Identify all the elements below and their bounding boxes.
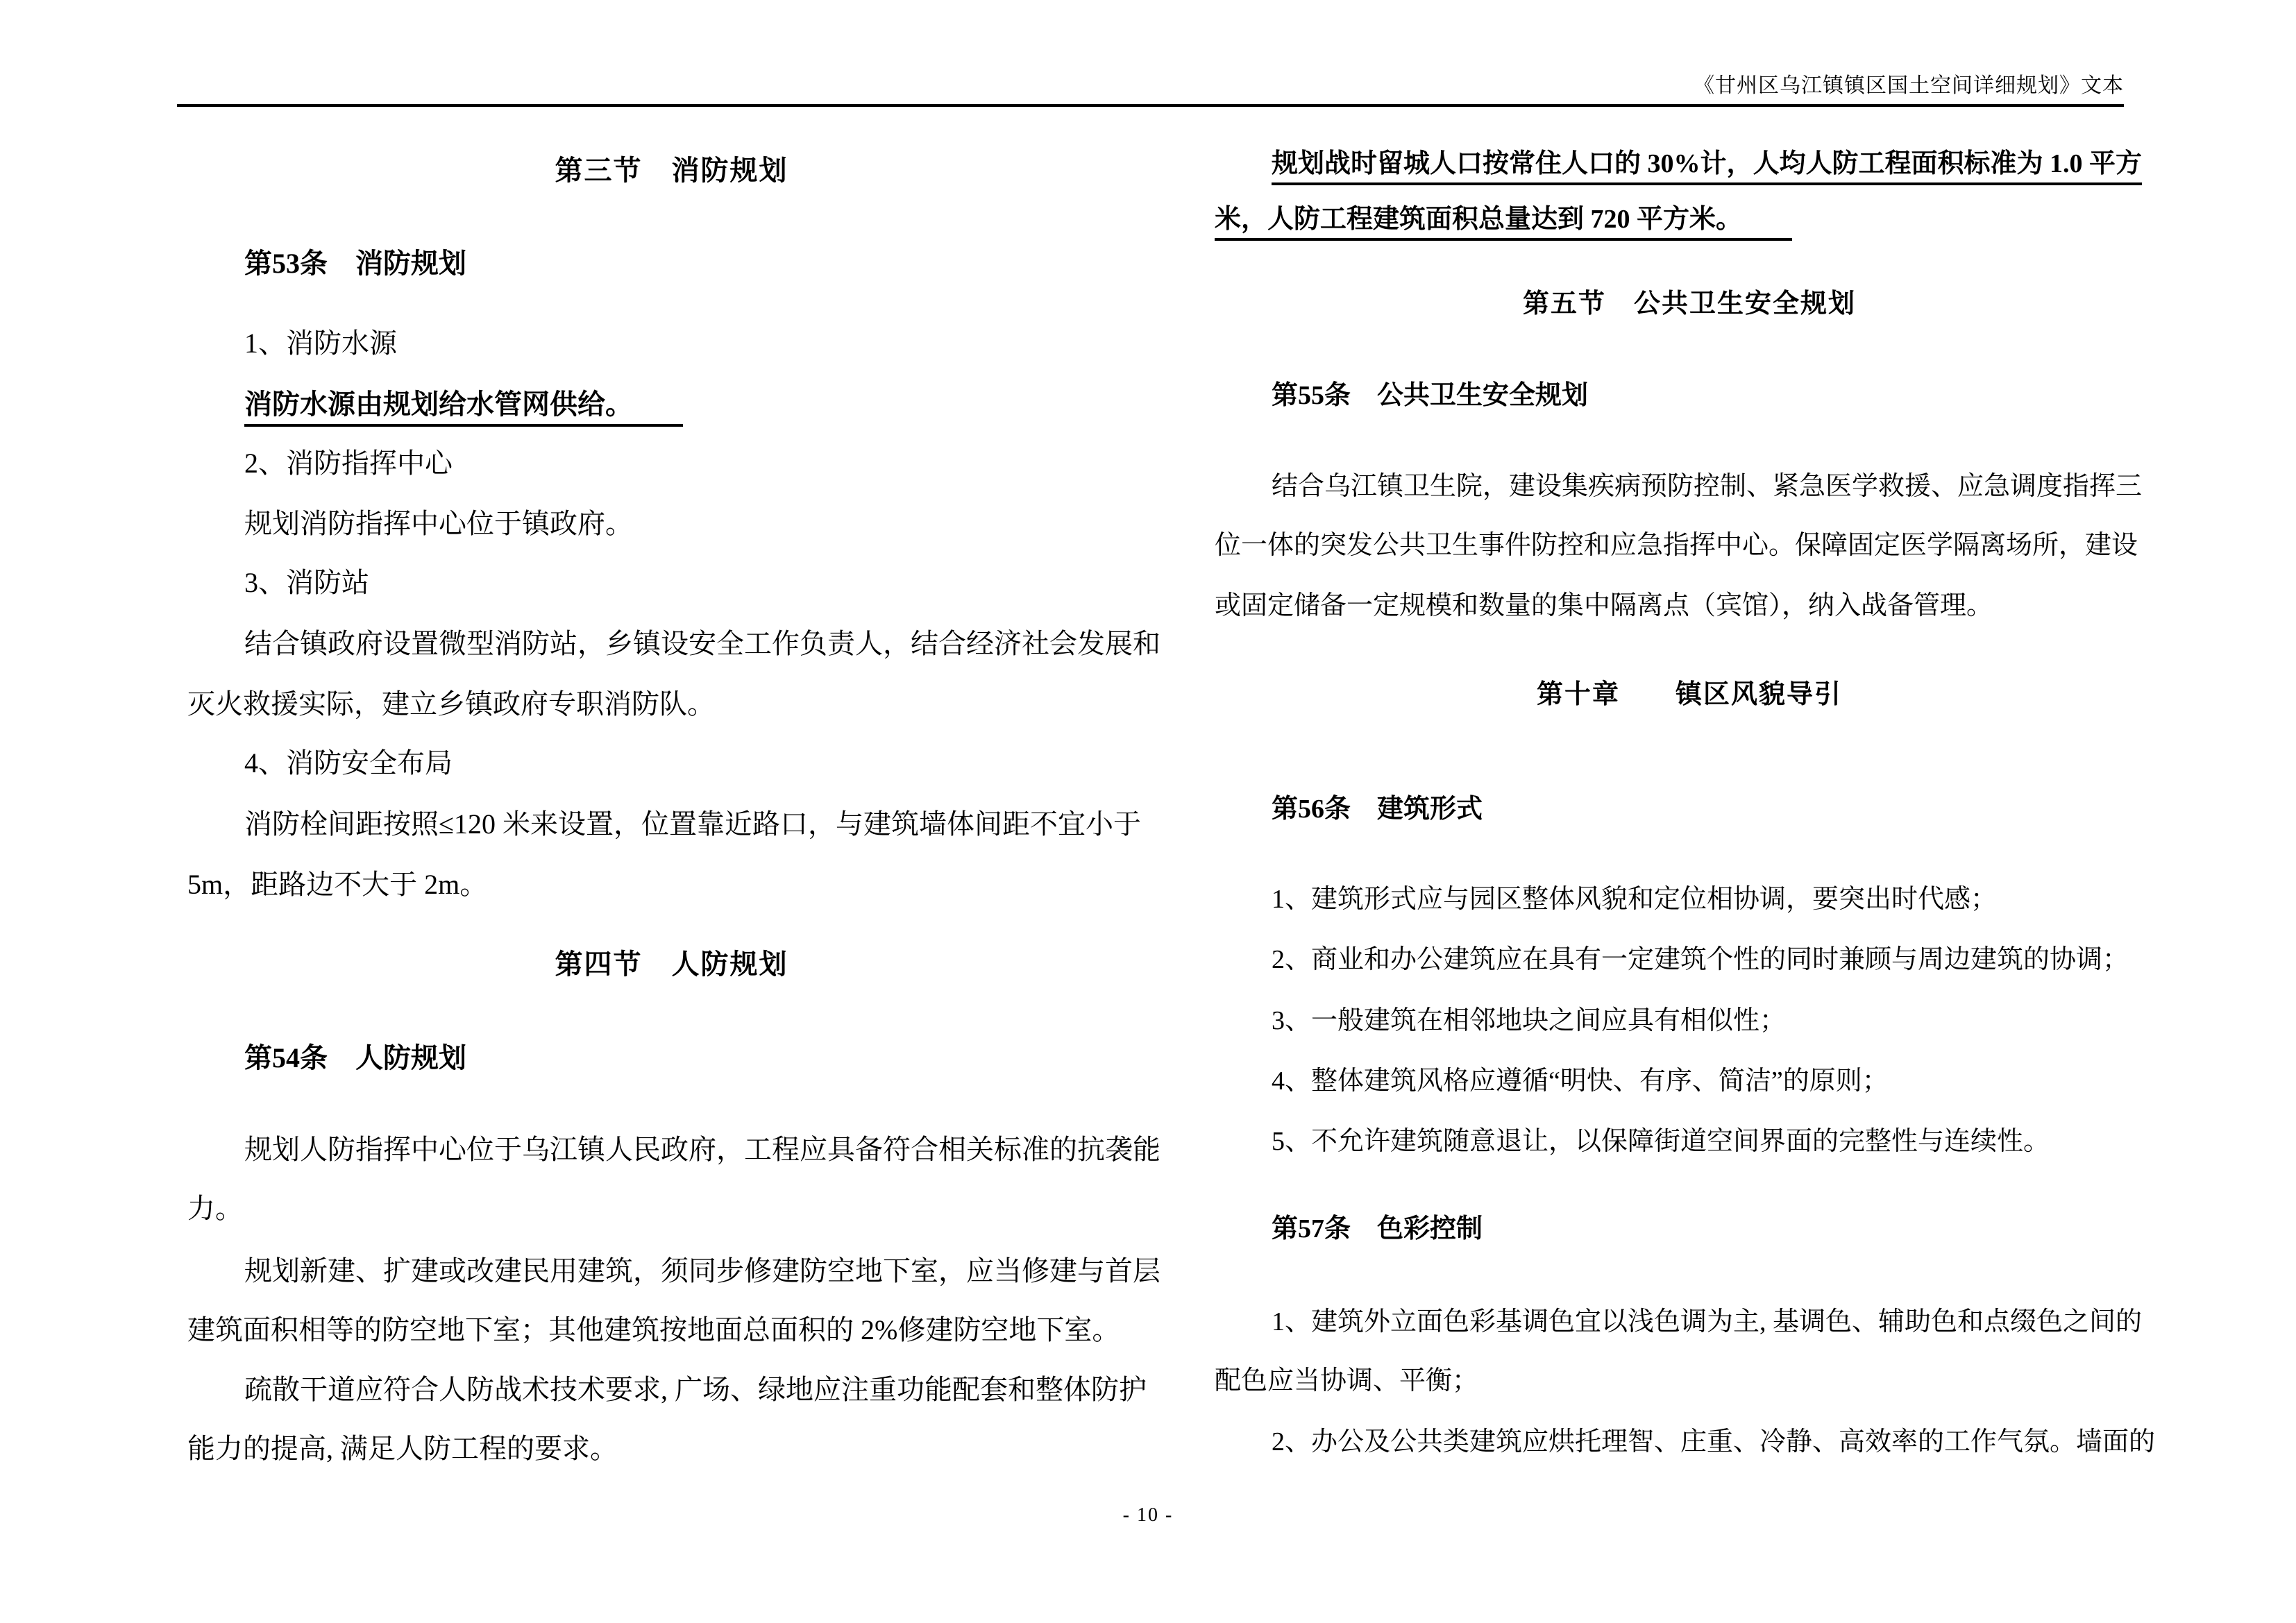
body-line: 规划消防指挥中心位于镇政府。 [244, 508, 633, 539]
body-line: 结合镇政府设置微型消防站，乡镇设安全工作负责人，结合经济社会发展和 [244, 628, 1160, 659]
body-line: 5、不允许建筑随意退让，以保障街道空间界面的完整性与连续性。 [1272, 1127, 2050, 1156]
body-line: 位一体的突发公共卫生事件防控和应急指挥中心。保障固定医学隔离场所，建设 [1215, 531, 2138, 560]
header-title: 《甘州区乌江镇镇区国土空间详细规划》文本 [1694, 74, 2124, 97]
left-column [187, 0, 1160, 1623]
body-line: 5m，距路边不大于 2m。 [187, 869, 488, 900]
article-title: 第56条 建筑形式 [1272, 794, 1483, 824]
underlined-text: 消防水源由规划给水管网供给。 [244, 389, 683, 427]
footer-page-number: - 10 - [1122, 1504, 1174, 1526]
article-title: 第54条 人防规划 [244, 1042, 466, 1073]
body-line: 1、建筑形式应与园区整体风貌和定位相协调，要突出时代感； [1272, 885, 1998, 914]
body-line: 结合乌江镇卫生院，建设集疾病预防控制、紧急医学救援、应急调度指挥三 [1272, 472, 2143, 501]
body-line: 2、商业和办公建筑应在具有一定建筑个性的同时兼顾与周边建筑的协调； [1272, 945, 2129, 974]
body-line: 3、一般建筑在相邻地块之间应具有相似性； [1272, 1006, 1787, 1035]
body-line: 4、整体建筑风格应遵循“明快、有序、简洁”的原则； [1272, 1067, 1889, 1096]
body-line: 灭火救援实际，建立乡镇政府专职消防队。 [187, 688, 715, 720]
body-line: 1、消防水源 [244, 328, 397, 359]
body-line: 建筑面积相等的防空地下室；其他建筑按地面总面积的 2%修建防空地下室。 [187, 1314, 1120, 1345]
underlined-text: 米，人防工程建筑面积总量达到 720 平方米。 [1215, 205, 1792, 241]
body-line: 规划新建、扩建或改建民用建筑，须同步修建防空地下室，应当修建与首层 [244, 1255, 1160, 1286]
emphasized-clause [1215, 148, 2164, 181]
body-line: 2、消防指挥中心 [244, 448, 453, 479]
body-line: 能力的提高, 满足人防工程的要求。 [187, 1433, 618, 1464]
body-line: 规划人防指挥中心位于乌江镇人民政府，工程应具备符合相关标准的抗袭能 [244, 1134, 1160, 1165]
body-line: 配色应当协调、平衡； [1215, 1366, 1479, 1395]
emphasized-clause [1215, 203, 2164, 237]
section-heading: 第五节 公共卫生安全规划 [1522, 289, 1856, 318]
right-column [1215, 0, 2164, 1623]
article-title: 第55条 公共卫生安全规划 [1272, 381, 1589, 410]
emphasized-clause [187, 387, 1156, 422]
body-line: 疏散干道应符合人防战术技术要求, 广场、绿地应注重功能配套和整体防护 [244, 1374, 1147, 1405]
chapter-heading: 第十章 镇区风貌导引 [1536, 680, 1842, 709]
body-line: 3、消防站 [244, 567, 369, 598]
section-heading: 第四节 人防规划 [555, 949, 788, 980]
article-title: 第57条 色彩控制 [1272, 1214, 1483, 1243]
body-line: 消防栓间距按照≤120 米来设置，位置靠近路口，与建筑墙体间距不宜小于 [244, 808, 1141, 840]
body-line: 或固定储备一定规模和数量的集中隔离点（宾馆），纳入战备管理。 [1215, 591, 1993, 620]
underlined-text: 规划战时留城人口按常住人口的 30%计，人均人防工程面积标准为 1.0 平方 [1272, 149, 2142, 185]
body-line: 2、办公及公共类建筑应烘托理智、庄重、冷静、高效率的工作气氛。墙面的 [1272, 1427, 2156, 1456]
body-line: 1、建筑外立面色彩基调色宜以浅色调为主, 基调色、辅助色和点缀色之间的 [1272, 1307, 2143, 1336]
section-heading: 第三节 消防规划 [555, 155, 788, 186]
article-title: 第53条 消防规划 [244, 248, 466, 279]
body-line: 力。 [187, 1193, 243, 1224]
body-line: 4、消防安全布局 [244, 747, 453, 779]
